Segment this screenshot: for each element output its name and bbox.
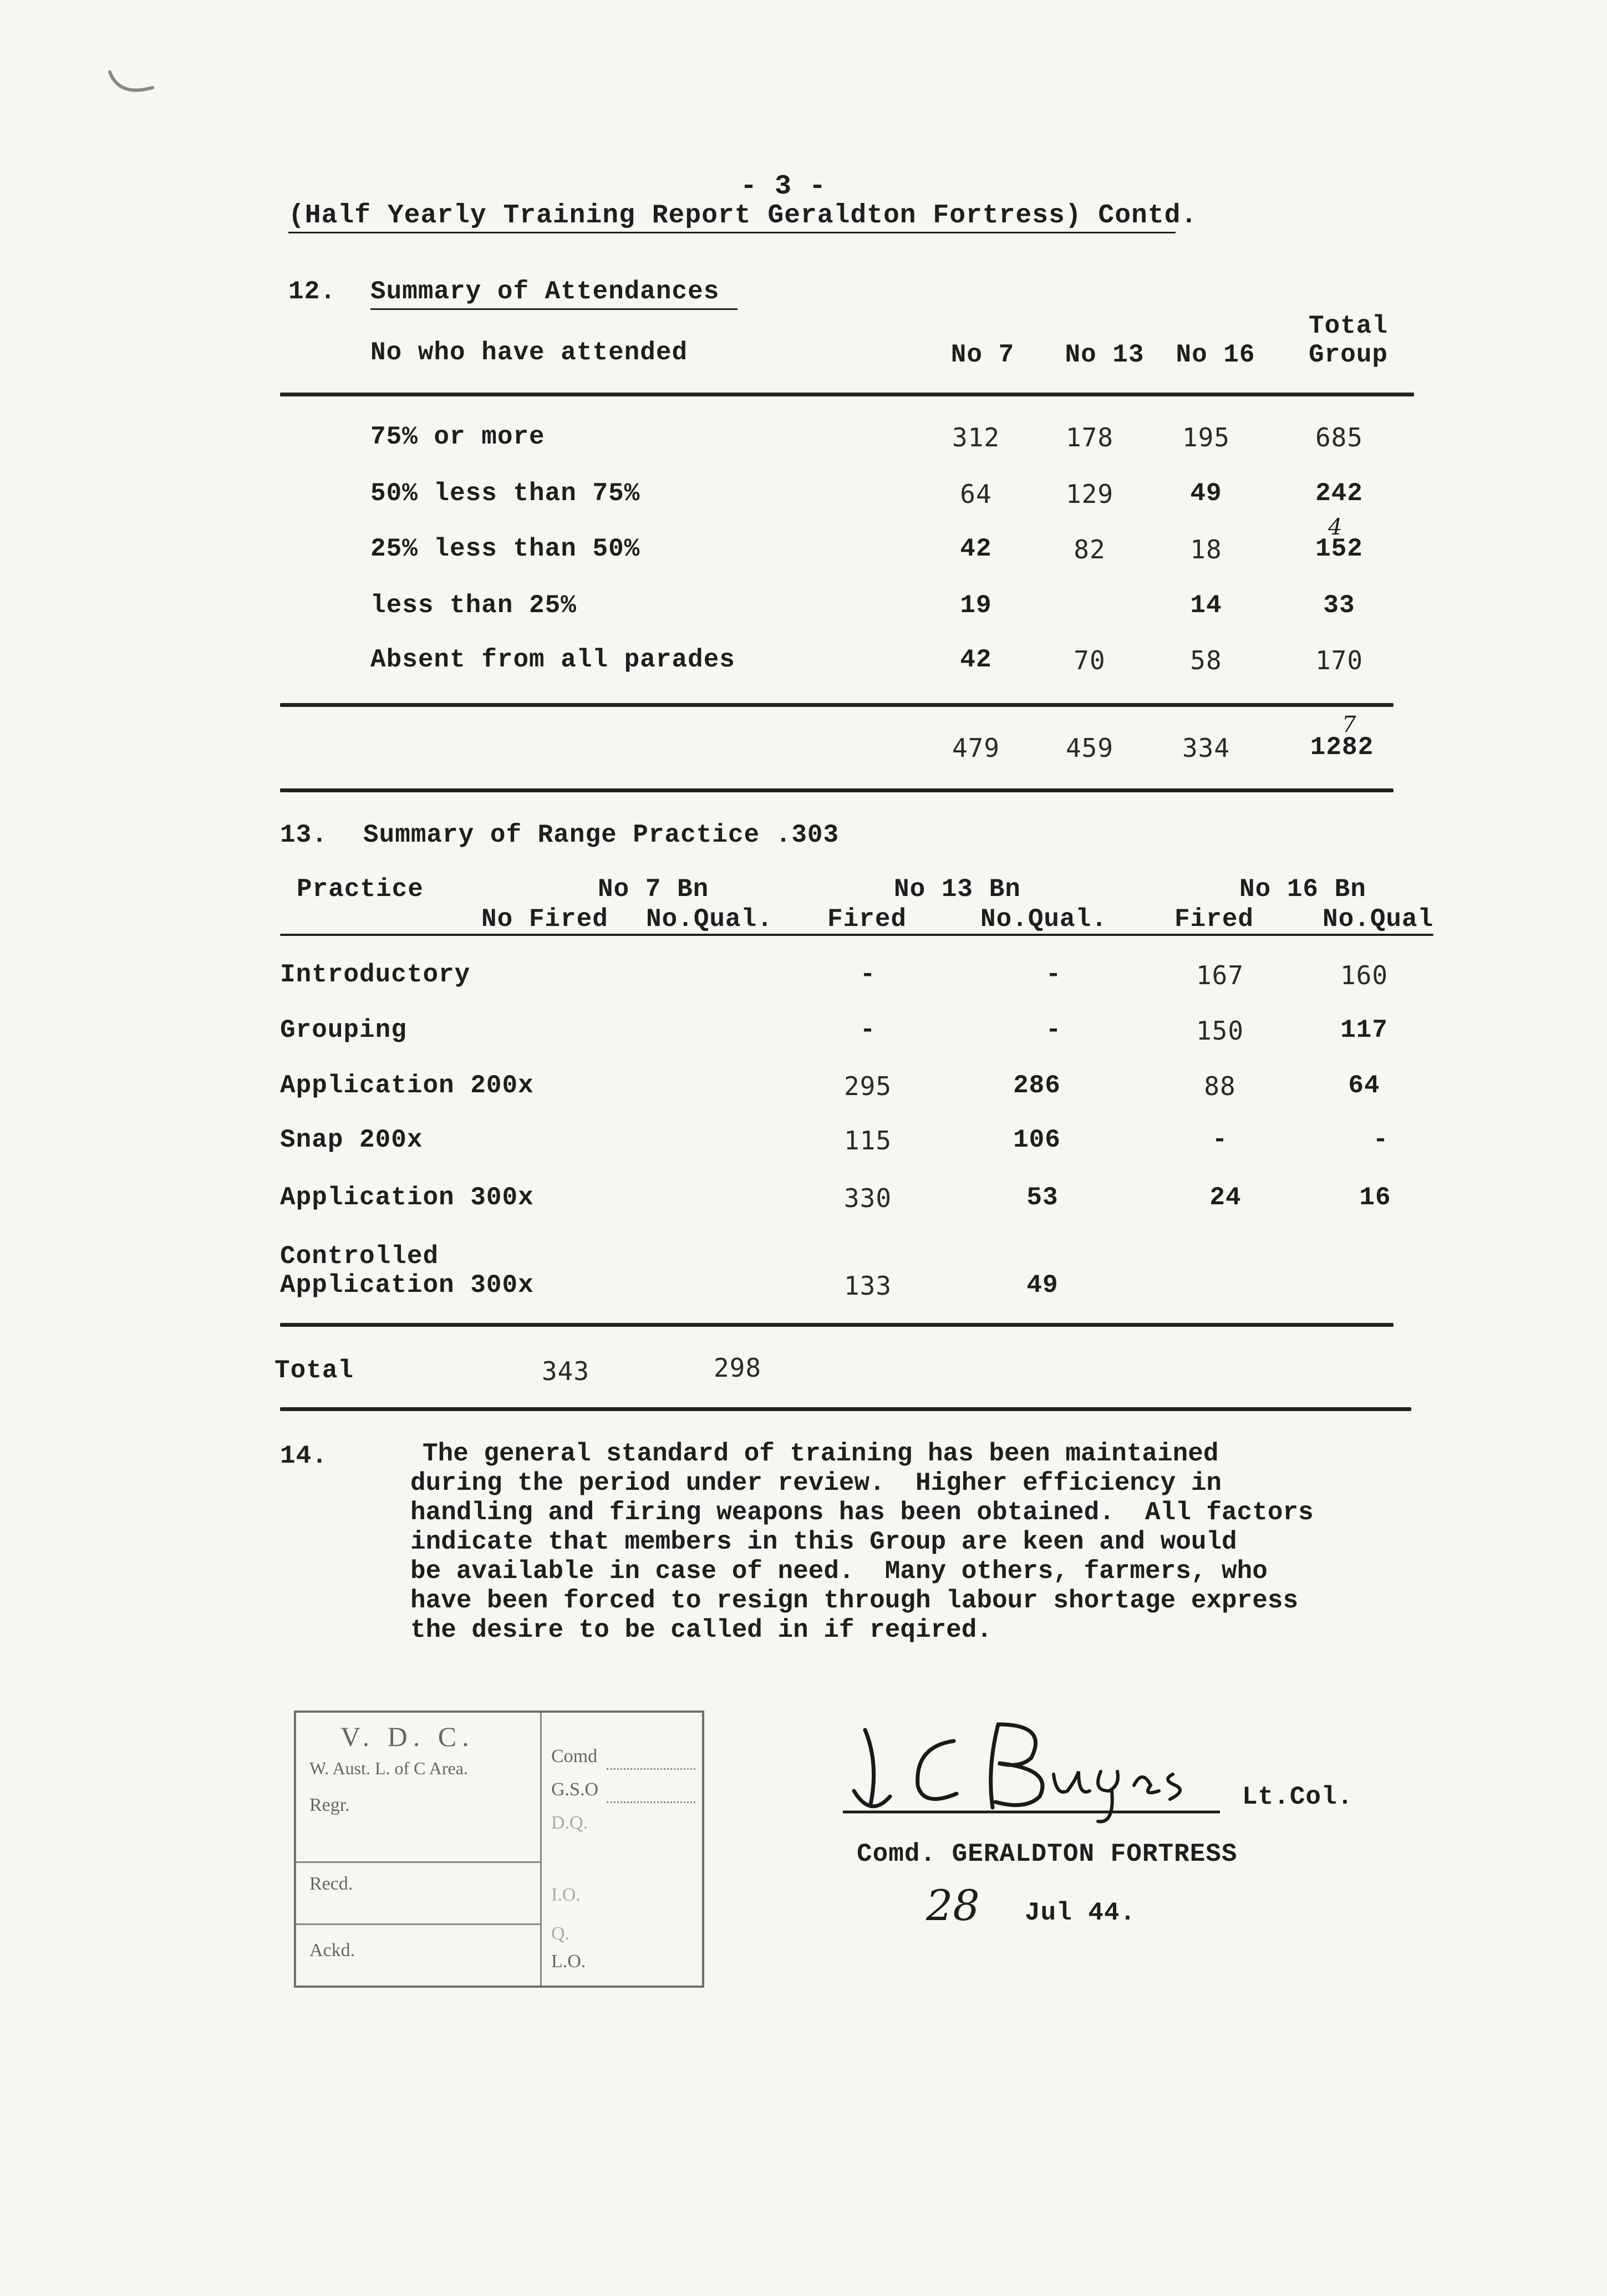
paragraph-line: indicate that members in this Group are keen and would: [410, 1528, 1237, 1556]
title-underline: [288, 232, 1176, 233]
attendance-row-no13: 82: [1074, 534, 1106, 564]
section-12-title: Summary of Attendances: [370, 277, 720, 306]
stamp-io: I.O.: [551, 1885, 581, 1905]
section-12-bottom-rule: [280, 788, 1394, 792]
stamp-subtitle: W. Aust. L. of C Area.: [309, 1758, 468, 1778]
section-12-totals-rule: [280, 703, 1394, 707]
vdc-registry-stamp: [294, 1710, 704, 1988]
section-13-bottom-rule: [280, 1407, 1411, 1411]
attendance-row-no16: 18: [1190, 534, 1222, 564]
stamp-comd: Comd: [551, 1746, 598, 1766]
range-row-label: Controlled: [280, 1242, 439, 1271]
bn13-header: No 13 Bn: [894, 875, 1021, 904]
bn16-header: No 16 Bn: [1239, 875, 1366, 904]
range-total-qual: 298: [713, 1353, 762, 1383]
attendance-row-label: less than 25%: [370, 591, 577, 620]
range-row-label: Application 300x: [280, 1183, 534, 1212]
range-row-label: Introductory: [280, 960, 471, 989]
stamp-ackd: Ackd.: [309, 1940, 355, 1961]
attendance-row-no16: 58: [1190, 645, 1222, 675]
section-12-col-label: No who have attended: [370, 338, 688, 367]
range-practice-header: Practice: [297, 875, 424, 904]
range-row-label-line2: Application 300x: [280, 1271, 534, 1300]
attendance-row-total: 685: [1315, 422, 1364, 452]
stamp-divider: [540, 1713, 542, 1986]
attendance-row-total: 152: [1315, 534, 1363, 563]
range-row-label: Grouping: [280, 1016, 407, 1045]
paragraph-line: be available in case of need. Many others, farmers, who: [410, 1557, 1268, 1586]
range-row-13-qual: -: [1045, 960, 1062, 989]
range-row-16-qual: -: [1372, 1126, 1389, 1154]
attendance-row-no7: 42: [960, 645, 992, 674]
paragraph-line: The general standard of training has been maintained: [423, 1439, 1219, 1468]
sub-header-13-qual: No.Qual.: [980, 905, 1107, 934]
attendance-row-no13: 178: [1065, 422, 1114, 452]
range-total-label: Total: [274, 1356, 354, 1385]
section-13-number: 13.: [280, 821, 328, 849]
handwritten-correction: 4: [1328, 515, 1342, 540]
range-row-16-fired: 150: [1196, 1016, 1244, 1046]
attendance-row-no16: 195: [1182, 422, 1230, 452]
attendance-row-no16: 49: [1190, 479, 1222, 508]
section-13-title: Summary of Range Practice .303: [363, 821, 840, 849]
range-total-fired: 343: [541, 1356, 590, 1386]
attendance-row-no7: 64: [960, 479, 992, 509]
range-row-13-qual: -: [1045, 1016, 1062, 1045]
range-row-13-qual: 286: [1013, 1071, 1061, 1100]
stamp-dq: D.Q.: [551, 1813, 588, 1833]
signature: [832, 1708, 1253, 1830]
range-row-13-qual: 53: [1026, 1183, 1059, 1212]
section-12-title-underline: [370, 308, 738, 310]
stamp-lo: L.O.: [551, 1951, 586, 1972]
attendance-row-total: 242: [1315, 479, 1363, 508]
range-row-13-fired: -: [860, 960, 876, 989]
attendance-row-label: Absent from all parades: [370, 645, 735, 674]
section-13-header-rule: [280, 934, 1433, 936]
section-12-total-header-bottom: Group: [1309, 340, 1389, 369]
stamp-fill-line: [607, 1801, 695, 1803]
range-row-16-fired: 88: [1204, 1071, 1236, 1101]
stamp-divider: [296, 1923, 540, 1925]
paragraph-line: handling and firing weapons has been obtained. All factors: [410, 1498, 1314, 1527]
paragraph-line: have been forced to resign through labour shortage express: [410, 1586, 1299, 1615]
bn7-header: No 7 Bn: [598, 875, 709, 904]
attendance-total-no16: 334: [1182, 733, 1230, 763]
range-row-13-fired: 133: [843, 1271, 892, 1301]
range-row-16-fired: 167: [1196, 960, 1244, 990]
signature-rank: Lt.Col.: [1242, 1783, 1354, 1811]
attendance-row-total: 170: [1315, 645, 1364, 675]
section-12-col-no13: No 13: [1065, 340, 1145, 369]
attendance-row-no13: 129: [1065, 479, 1114, 509]
attendance-row-no7: 312: [952, 422, 1000, 452]
range-row-label: Snap 200x: [280, 1126, 423, 1154]
range-row-13-fired: 295: [843, 1071, 892, 1101]
range-row-label: Application 200x: [280, 1071, 534, 1100]
attendance-row-label: 75% or more: [370, 422, 545, 451]
attendance-total-no13: 459: [1065, 733, 1114, 763]
attendance-total-group: 1282: [1310, 733, 1374, 762]
attendance-row-total: 33: [1323, 591, 1355, 620]
stamp-regr: Regr.: [309, 1795, 350, 1815]
section-12-header-rule: [280, 393, 1414, 396]
page-number: - 3 -: [740, 171, 827, 202]
section-12-col-no16: No 16: [1176, 340, 1255, 369]
range-row-13-fired: -: [860, 1016, 876, 1045]
section-14-number: 14.: [280, 1442, 328, 1470]
attendance-row-no16: 14: [1190, 591, 1222, 620]
paragraph-line: during the period under review. Higher efficiency in: [410, 1469, 1222, 1498]
range-row-13-fired: 115: [843, 1126, 892, 1155]
section-14-paragraph: [410, 1439, 1314, 1645]
section-12-col-no7: No 7: [950, 340, 1015, 369]
range-row-16-fired: 24: [1209, 1183, 1242, 1212]
stamp-recd: Recd.: [309, 1874, 353, 1894]
stamp-q: Q.: [551, 1923, 570, 1944]
range-row-16-qual: 160: [1340, 960, 1389, 990]
range-row-16-qual: 16: [1359, 1183, 1391, 1212]
range-row-13-fired: 330: [843, 1183, 892, 1213]
sub-header-16-fired: Fired: [1174, 905, 1254, 934]
attendance-total-no7: 479: [952, 733, 1000, 763]
signature-text: [865, 1752, 905, 1758]
range-row-16-fired: -: [1212, 1126, 1228, 1154]
attendance-row-label: 50% less than 75%: [370, 479, 640, 508]
report-title: (Half Yearly Training Report Geraldton Fortress) Contd.: [288, 201, 1198, 231]
corner-mark: [105, 67, 161, 105]
section-12-total-header-top: Total: [1309, 312, 1389, 340]
attendance-row-no7: 42: [960, 534, 992, 563]
sub-header-7-fired: No Fired: [481, 905, 608, 934]
paragraph-line: the desire to be called in if reqired.: [410, 1616, 992, 1645]
attendance-row-label: 25% less than 50%: [370, 534, 640, 563]
stamp-divider: [296, 1861, 540, 1863]
sub-header-16-qual: No.Qual: [1323, 905, 1434, 934]
signature-command: Comd. GERALDTON FORTRESS: [857, 1840, 1238, 1869]
stamp-gso: G.S.O: [551, 1779, 599, 1800]
range-row-13-qual: 106: [1013, 1126, 1061, 1154]
section-12-number: 12.: [288, 277, 336, 306]
range-row-16-qual: 64: [1348, 1071, 1380, 1100]
attendance-row-no7: 19: [960, 591, 992, 620]
signature-date-day: 28: [926, 1881, 980, 1930]
range-row-16-qual: 117: [1340, 1016, 1388, 1045]
stamp-fill-line: [607, 1768, 695, 1770]
handwritten-correction: 7: [1342, 712, 1356, 737]
sub-header-13-fired: Fired: [827, 905, 907, 934]
stamp-title: V. D. C.: [340, 1721, 475, 1752]
section-13-total-rule: [280, 1323, 1394, 1327]
sub-header-7-qual: No.Qual.: [646, 905, 773, 934]
range-row-13-qual: 49: [1026, 1271, 1059, 1300]
signature-date-rest: Jul 44.: [1025, 1898, 1136, 1927]
attendance-row-no13: 70: [1074, 645, 1106, 675]
